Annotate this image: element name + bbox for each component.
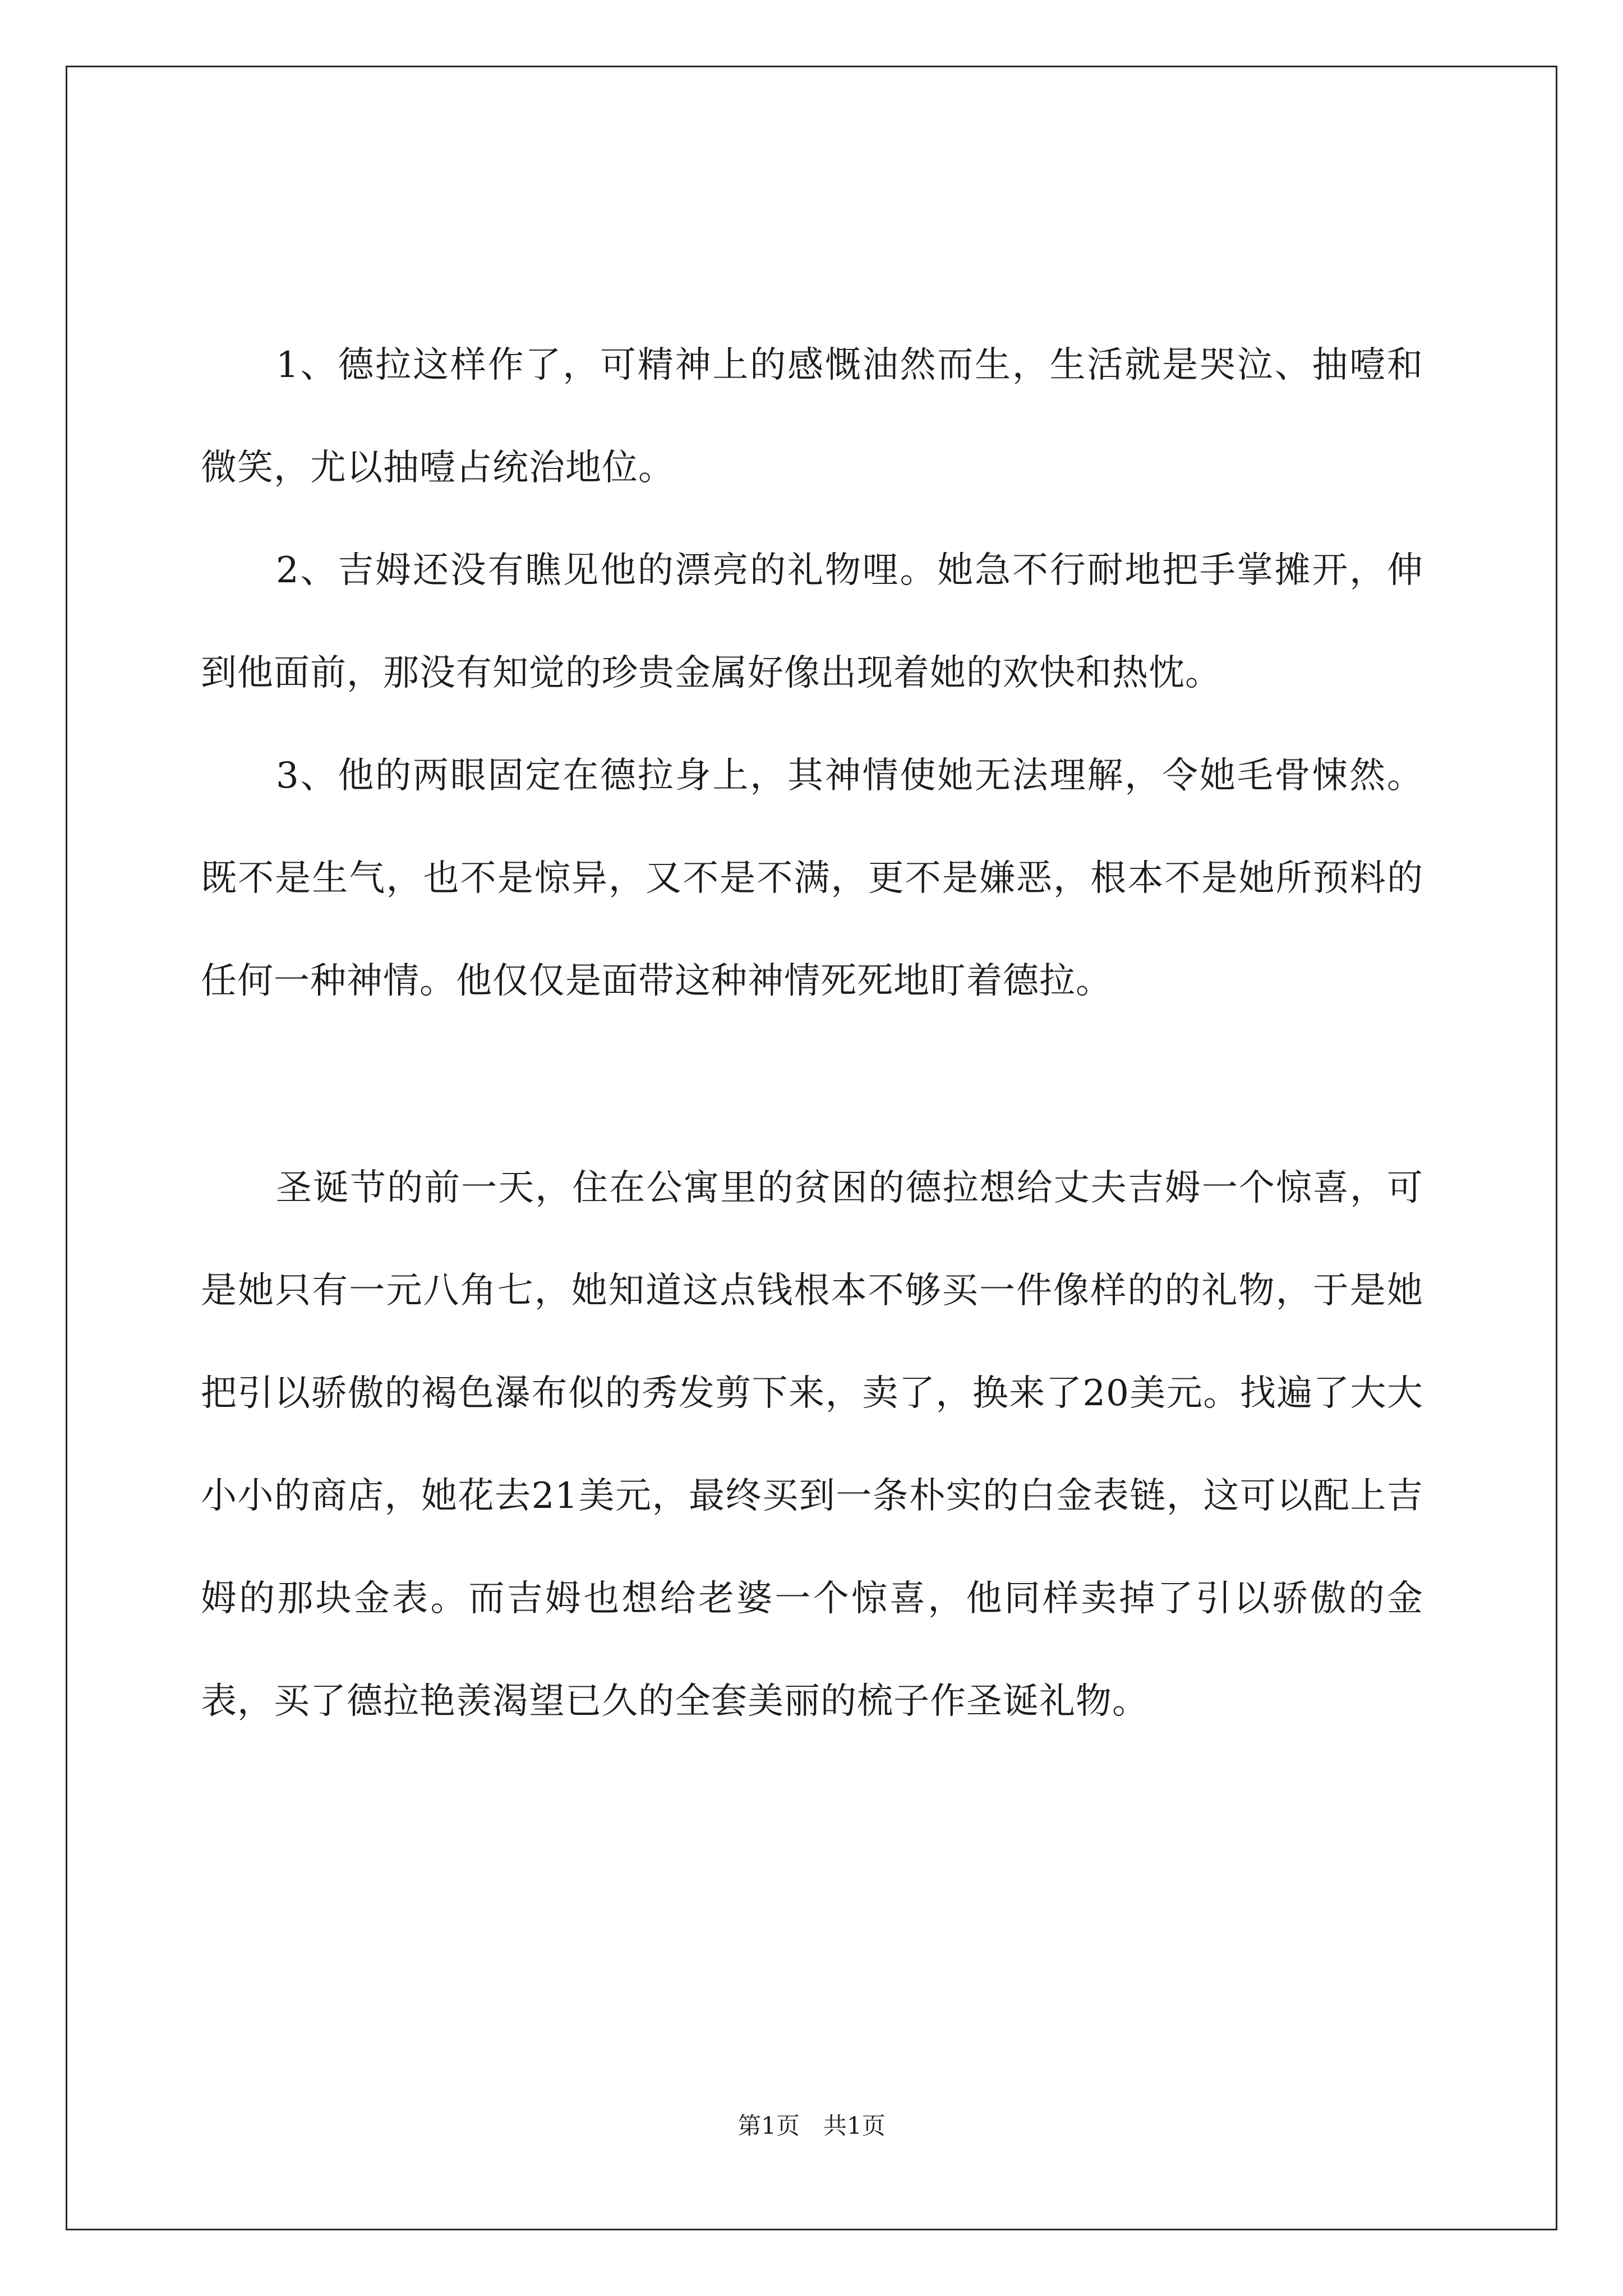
page-number-current: 第1页 xyxy=(737,2112,800,2139)
page-footer xyxy=(0,2109,1623,2143)
paragraph-2: 2、吉姆还没有瞧见他的漂亮的礼物哩。她急不行耐地把手掌摊开，伸到他面前，那没有知觉的珍贵金属好像出现着她的欢快和热忱。 xyxy=(201,550,1423,694)
section-spacer xyxy=(201,1033,1423,1137)
paragraph-3: 3、他的两眼固定在德拉身上，其神情使她无法理解，令她毛骨悚然。既不是生气，也不是惊异，又不是不满，更不是嫌恶，根本不是她所预料的任何一种神情。他仅仅是面带这种神情死死地盯着德拉。 xyxy=(201,755,1423,1002)
page-number-total: 共1页 xyxy=(823,2112,886,2139)
paragraph-summary: 圣诞节的前一天，住在公寓里的贫困的德拉想给丈夫吉姆一个惊喜，可是她只有一元八角七，她知道这点钱根本不够买一件像样的的礼物，于是她把引以骄傲的褐色瀑布似的秀发剪下来，卖了，换来了20美元。找遍了大大小小的商店，她花去21美元，最终买到一条朴实的白金表链，这可以配上吉姆的那块金表。而吉姆也想给老婆一个惊喜，他同样卖掉了引以骄傲的金表，买了德拉艳羡渴望已久的全套美丽的梳子作圣诞礼物。 xyxy=(201,1167,1423,1722)
document-body xyxy=(201,314,1423,1753)
paragraph-1: 1、德拉这样作了，可精神上的感慨油然而生，生活就是哭泣、抽噎和微笑，尤以抽噎占统治地位。 xyxy=(201,344,1423,489)
